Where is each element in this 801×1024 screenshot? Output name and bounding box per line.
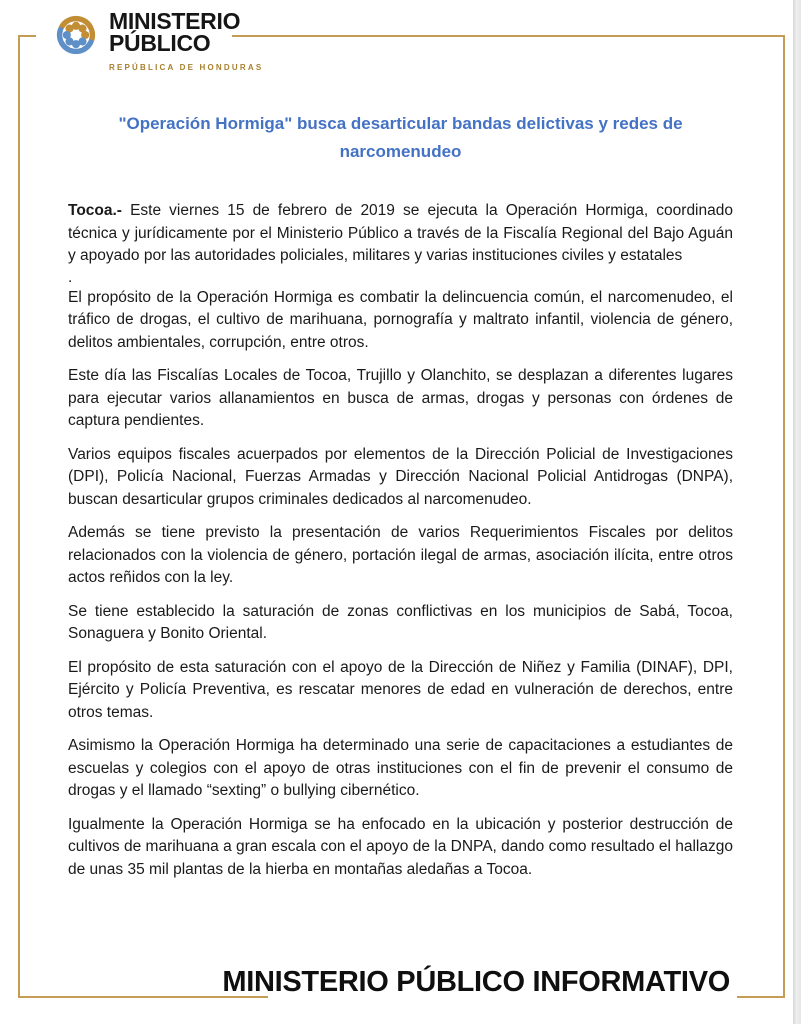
footer-banner: MINISTERIO PÚBLICO INFORMATIVO — [222, 966, 730, 998]
stray-period-line: . — [68, 268, 73, 286]
body-paragraph: El propósito de la Operación Hormiga es combatir la delincuencia común, el narcomenudeo, el tráfico de drogas, el cultivo de marihuana, pornografía y maltrato infantil, violencia de género, delitos ambientales, corrupción, entre otros. — [68, 288, 733, 351]
body-paragraph: Igualmente la Operación Hormiga se ha enfocado en la ubicación y posterior destrucción de cultivos de marihuana a gran escala con el apoyo de la DNPA, dando como resultado el hallazgo de unas 35 mil plantas de la hierba en montañas aledañas a Tocoa. — [68, 815, 733, 878]
ministerio-publico-logo-icon — [47, 6, 105, 64]
body-paragraph: Este día las Fiscalías Locales de Tocoa, Trujillo y Olanchito, se desplazan a diferentes lugares para ejecutar varios allanamientos en busca de armas, drogas y personas con órdenes de captura pendientes. — [68, 367, 733, 429]
article-body — [68, 110, 733, 892]
dateline: Tocoa.- — [68, 202, 122, 219]
body-paragraph: Varios equipos fiscales acuerpados por elementos de la Dirección Policial de Investigaciones (DPI), Policía Nacional, Fuerzas Armadas y Dirección Nacional Policial Antidrogas (DNPA), buscan desarticular grupos criminales dedicados al narcomenudeo. — [68, 445, 733, 508]
article-title: "Operación Hormiga" busca desarticular bandas delictivas y redes de narcomenudeo — [118, 114, 683, 161]
brand-subtitle: REPÚBLICA DE HONDURAS — [109, 63, 264, 72]
brand-block — [109, 10, 263, 79]
body-paragraph: Asimismo la Operación Hormiga ha determinado una serie de capacitaciones a estudiantes de escuelas y colegios con el apoyo de otras instituciones con el fin de prevenir el consumo de drogas y el llamado “sexting” o bullying cibernético. — [68, 737, 733, 799]
body-paragraph: Además se tiene previsto la presentación de varios Requerimientos Fiscales por delitos relacionados con la violencia de género, portación ilegal de armas, asociación ilícita, entre otros actos reñidos con la ley. — [68, 524, 733, 586]
frame-line-right — [783, 35, 785, 998]
body-paragraph: Se tiene establecido la saturación de zonas conflictivas en los municipios de Sabá, Tocoa, Sonaguera y Bonito Oriental. — [68, 602, 733, 642]
brand-name-line1: MINISTERIO — [109, 8, 241, 34]
frame-line-top-left — [18, 35, 36, 37]
frame-line-top — [232, 35, 785, 37]
brand-name-line2: PÚBLICO — [109, 30, 211, 56]
body-paragraph: El propósito de esta saturación con el apoyo de la Dirección de Niñez y Familia (DINAF), DPI, Ejército y Policía Preventiva, es rescatar menores de edad en vulneración de derechos, entre otros temas. — [68, 658, 733, 721]
body-paragraph-lead — [68, 200, 733, 268]
frame-line-left — [18, 35, 20, 998]
lead-text: Este viernes 15 de febrero de 2019 se ejecuta la Operación Hormiga, coordinado técnica y jurídicamente por el Ministerio Público a través de la Fiscalía Regional del Bajo Aguán y apoyado por las autoridades policiales, militares y varias instituciones civiles y estatales — [68, 202, 733, 264]
frame-line-bottom-right — [737, 996, 785, 998]
page-edge-strip — [793, 0, 801, 1024]
